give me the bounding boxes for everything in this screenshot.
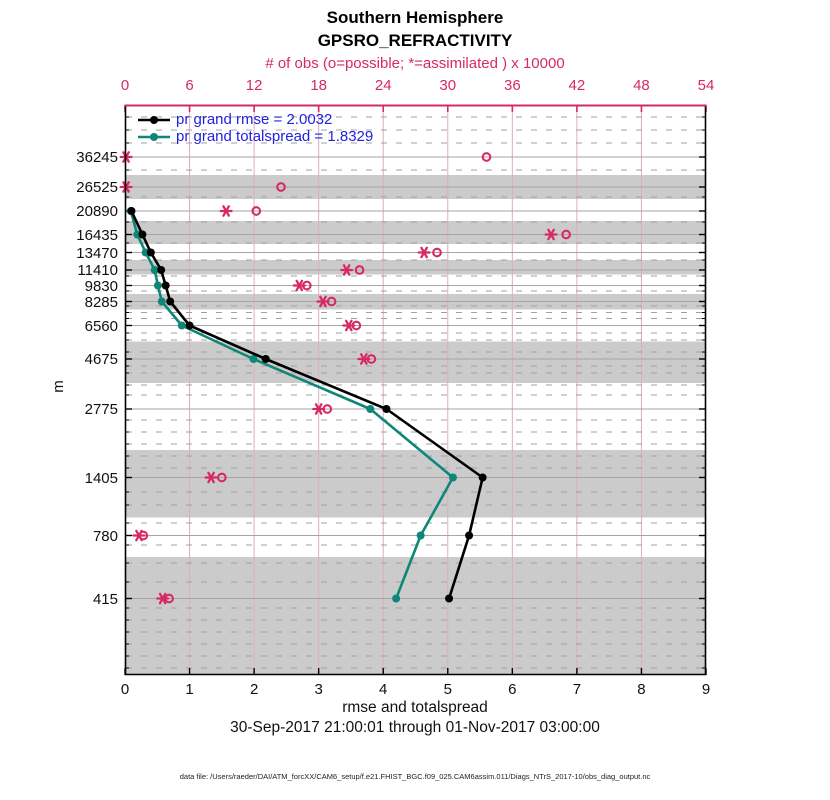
legend-line-sample bbox=[137, 131, 171, 143]
chart-subtitle: GPSRO_REFRACTIVITY bbox=[317, 31, 513, 50]
top-axis-tick-label: 18 bbox=[310, 77, 327, 94]
top-axis-tick-label: 30 bbox=[439, 77, 457, 94]
top-axis-tick-label: 42 bbox=[568, 77, 586, 94]
y-axis-tick-label: 26525 bbox=[76, 179, 118, 196]
y-axis-tick-label: 13470 bbox=[76, 244, 118, 262]
y-axis-tick-label: 415 bbox=[92, 590, 118, 608]
y-axis-tick-label: 16435 bbox=[76, 226, 118, 244]
y-axis-tick-label: 36245 bbox=[76, 149, 118, 166]
y-axis-tick-label: 4675 bbox=[84, 351, 118, 368]
top-axis-tick-label: 48 bbox=[633, 77, 650, 94]
y-axis-tick-label: 780 bbox=[92, 527, 118, 545]
y-axis-tick-label: 9830 bbox=[84, 277, 118, 295]
x-axis-tick-label: 9 bbox=[701, 681, 711, 698]
x-axis-tick-label: 1 bbox=[185, 681, 194, 698]
x-axis-tick-label: 6 bbox=[508, 681, 517, 698]
y-axis-tick-label: 2775 bbox=[84, 401, 118, 418]
top-axis-label: # of obs (o=possible; *=assimilated ) x 10000 bbox=[265, 55, 565, 72]
y-axis-tick-label: 6560 bbox=[84, 317, 118, 335]
data-file-footer: data file: /Users/raeder/DAI/ATM_forcXX/CAM6_setup/f.e21.FHIST_BGC.f09_025.CAM6assim.011/Diags_NTrS_2017-10/obs_diag_output.nc bbox=[179, 772, 651, 781]
chart-title: Southern Hemisphere bbox=[326, 8, 504, 27]
legend-entry-label: pr grand totalspread = 1.8329 bbox=[176, 128, 374, 145]
x-axis-tick-label: 2 bbox=[249, 681, 259, 698]
y-axis-tick-label: 8285 bbox=[84, 293, 118, 311]
x-axis-label: rmse and totalspread bbox=[342, 699, 488, 716]
date-range-caption: 30-Sep-2017 21:00:01 through 01-Nov-2017 03:00:00 bbox=[230, 719, 600, 736]
shaded-bands bbox=[126, 175, 705, 675]
x-axis-tick-label: 8 bbox=[637, 681, 646, 698]
y-axis-tick-label: 20890 bbox=[76, 203, 118, 220]
legend-entry-rmse bbox=[137, 111, 373, 128]
x-axis-tick-label: 5 bbox=[443, 681, 452, 698]
top-axis-tick-label: 12 bbox=[245, 77, 263, 94]
legend bbox=[137, 111, 373, 145]
top-axis-tick-label: 0 bbox=[120, 77, 130, 94]
top-axis-tick-label: 6 bbox=[185, 77, 194, 94]
top-axis-tick-label: 36 bbox=[503, 77, 521, 94]
legend-entry-totalspread bbox=[137, 128, 373, 145]
x-axis-tick-label: 0 bbox=[120, 681, 130, 698]
x-axis-tick-label: 3 bbox=[314, 681, 323, 698]
legend-entry-label: pr grand rmse = 2.0032 bbox=[176, 111, 333, 128]
y-axis-label: m bbox=[49, 380, 67, 393]
top-axis-tick-label: 24 bbox=[374, 77, 392, 94]
y-axis-tick-label: 1405 bbox=[84, 469, 118, 487]
x-axis-tick-label: 7 bbox=[572, 681, 582, 698]
y-axis-tick-label: 11410 bbox=[77, 262, 118, 279]
legend-line-sample bbox=[137, 114, 171, 126]
top-axis-tick-label: 54 bbox=[697, 77, 715, 94]
x-axis-tick-label: 4 bbox=[379, 681, 388, 698]
